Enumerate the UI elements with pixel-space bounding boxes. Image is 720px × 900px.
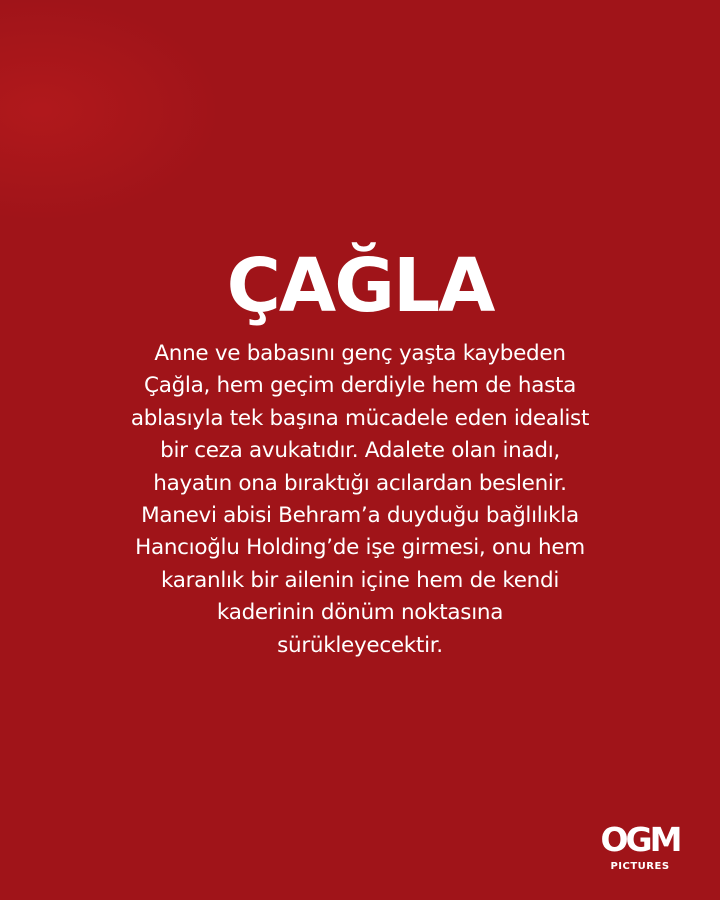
description-line: ablasıyla tek başına mücadele eden idealist [130, 405, 590, 431]
description-line: Çağla, hem geçim derdiyle hem de hasta [144, 373, 576, 399]
description-line: hayatın ona bıraktığı acılardan beslenir. [153, 470, 567, 496]
description-line: karanlık bir ailenin içine hem de kendi [160, 567, 560, 593]
character-name-title: ÇAĞLA [226, 243, 494, 329]
description-line: Manevi abisi Behram’a duyduğu bağlılıkla [141, 503, 579, 529]
description-line: Hancıoğlu Holding’de işe girmesi, onu hem [135, 535, 585, 561]
description-line: bir ceza avukatıdır. Adalete olan inadı, [160, 438, 560, 464]
description-line: kaderinin dönüm noktasına [216, 600, 504, 626]
character-description [40, 338, 680, 662]
ogm-pictures-logo [588, 820, 692, 876]
logo-mark: OGM [600, 820, 680, 859]
description-line: Anne ve babasını genç yaşta kaybeden [154, 341, 566, 366]
description-line: sürükleyecektir. [277, 632, 443, 658]
logo-subtitle: PICTURES [610, 861, 670, 872]
